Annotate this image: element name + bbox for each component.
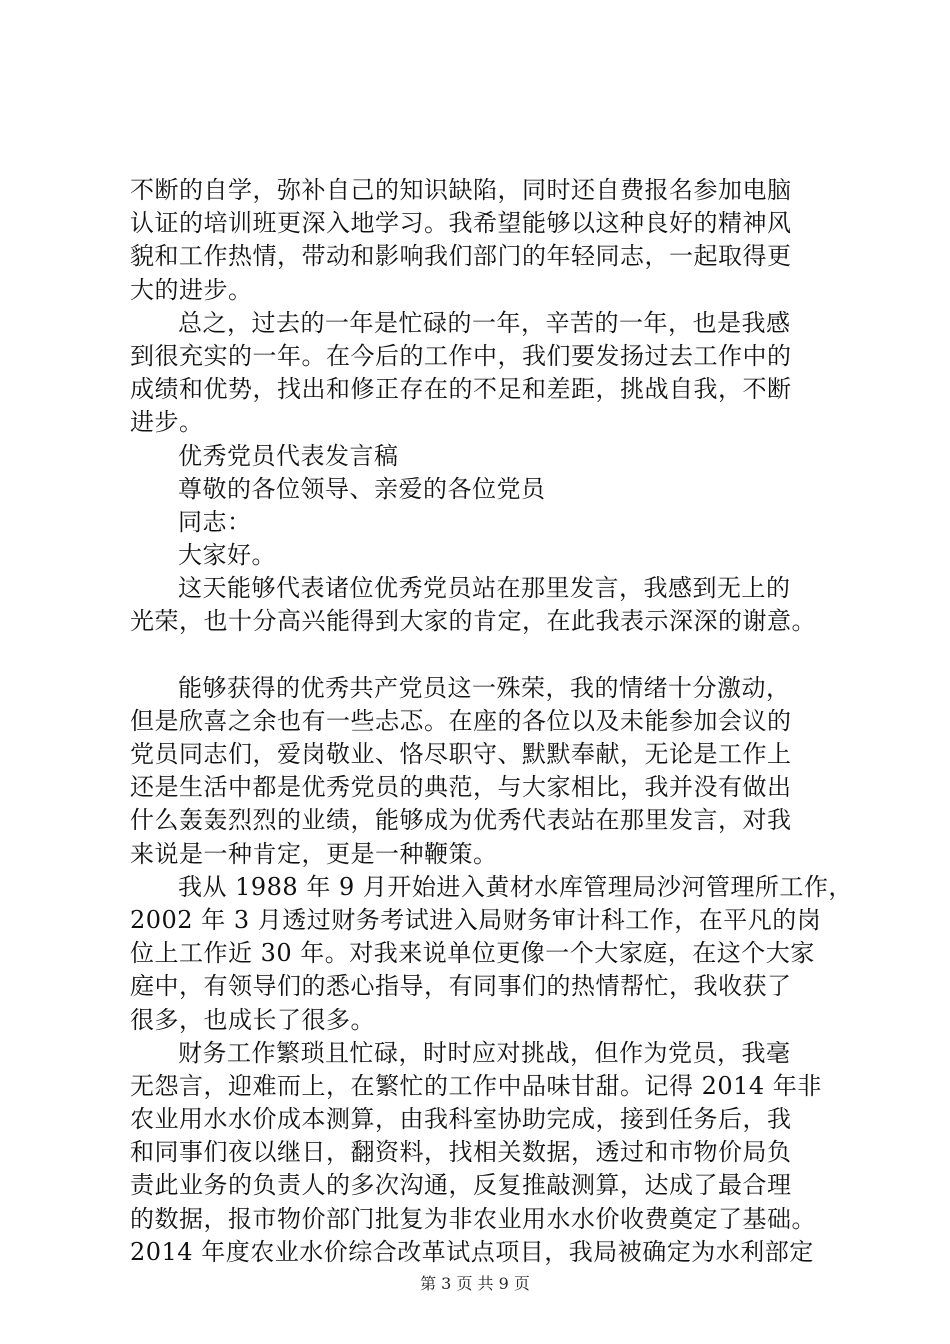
text-line: 的数据，报市物价部门批复为非农业用水水价收费奠定了基础。: [130, 1204, 816, 1233]
text-line: 无怨言，迎难而上，在繁忙的工作中品味甘甜。记得 2014 年非: [130, 1071, 822, 1100]
text-line: 2002 年 3 月透过财务考试进入局财务审计科工作，在平凡的岗: [130, 905, 822, 934]
text-line: 优秀党员代表发言稿: [178, 441, 399, 470]
text-line: 大的进步。: [130, 275, 253, 304]
text-line: 认证的培训班更深入地学习。我希望能够以这种良好的精神风: [130, 209, 792, 238]
text-line: 我从 1988 年 9 月开始进入黄材水库管理局沙河管理所工作，: [178, 872, 853, 901]
text-line: 进步。: [130, 408, 204, 437]
text-line: 财务工作繁琐且忙碌，时时应对挑战，但作为党员，我毫: [178, 1038, 791, 1067]
text-line: 貌和工作热情，带动和影响我们部门的年轻同志，一起取得更: [130, 242, 792, 271]
text-line: 什么轰轰烈烈的业绩，能够成为优秀代表站在那里发言，对我: [130, 806, 792, 835]
blank-line: [130, 639, 840, 672]
text-line: 2014 年度农业水价综合改革试点项目，我局被确定为水利部定: [130, 1237, 814, 1266]
text-line: 总之，过去的一年是忙碌的一年，辛苦的一年，也是我感: [178, 308, 791, 337]
text-line: 很多，也成长了很多。: [130, 1005, 375, 1034]
text-line: 农业用水水价成本测算，由我科室协助完成，接到任务后，我: [130, 1105, 792, 1134]
document-body: [130, 174, 853, 1269]
text-line: 同志：: [178, 507, 252, 536]
text-line: 来说是一种肯定，更是一种鞭策。: [130, 839, 498, 868]
text-line: 但是欣喜之余也有一些忐忑。在座的各位以及未能参加会议的: [130, 706, 792, 735]
text-line: 还是生活中都是优秀党员的典范，与大家相比，我并没有做出: [130, 773, 792, 802]
text-line: 光荣，也十分高兴能得到大家的肯定，在此我表示深深的谢意。: [130, 607, 816, 636]
text-line: 党员同志们，爱岗敬业、恪尽职守、默默奉献，无论是工作上: [130, 740, 792, 768]
text-line: 到很充实的一年。在今后的工作中，我们要发扬过去工作中的: [130, 341, 792, 370]
text-line: 位上工作近 30 年。对我来说单位更像一个大家庭，在这个大家: [130, 939, 815, 968]
text-line: 这天能够代表诸位优秀党员站在那里发言，我感到无上的: [178, 574, 791, 603]
text-line: 成绩和优势，找出和修正存在的不足和差距，挑战自我，不断: [130, 375, 792, 404]
text-line: 责此业务的负责人的多次沟通，反复推敲测算，达成了最合理: [130, 1171, 792, 1200]
text-line: 尊敬的各位领导、亲爱的各位党员: [178, 474, 546, 503]
text-line: 不断的自学，弥补自己的知识缺陷，同时还自费报名参加电脑: [130, 176, 792, 204]
text-line: 庭中，有领导们的悉心指导，有同事们的热情帮忙，我收获了: [130, 972, 792, 1001]
text-line: 大家好。: [178, 541, 276, 570]
text-line: 能够获得的优秀共产党员这一殊荣，我的情绪十分激动，: [178, 673, 791, 702]
page-number: 第 3 页 共 9 页: [420, 1274, 530, 1293]
text-line: 和同事们夜以继日，翻资料，找相关数据，透过和市物价局负: [130, 1138, 792, 1167]
